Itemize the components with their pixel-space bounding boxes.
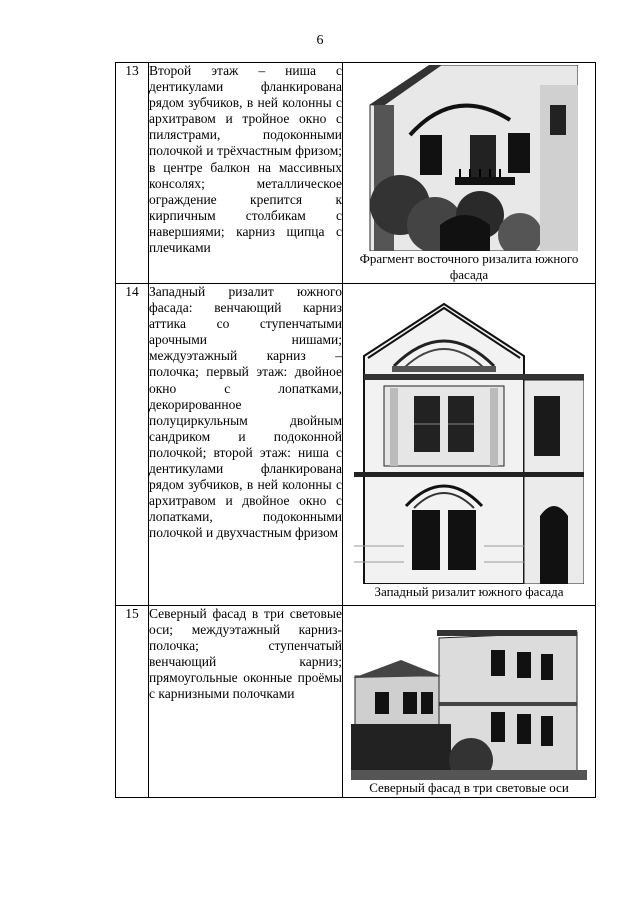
description-text: Западный ризалит южного фасада: венчающий карниз аттика со ступенчатыми арочными нишами; междуэтажный карниз – полочка; первый этаж: двойное окно с лопатками, декорированное полуциркульным двойным сандриком и подоконной полочкой; второй этаж: ниша с дентикулами фланкирована рядом зубчиков, в ней колонны с архитравом и двойное окно с лопатками, подоконными полочкой и двухчастным фризом <box>149 284 342 541</box>
page-number: 6 <box>316 33 324 48</box>
table-row <box>116 63 596 284</box>
photo-cell <box>343 606 596 798</box>
facade-photo <box>351 620 587 780</box>
monument-elements-table <box>115 62 596 798</box>
row-number: 14 <box>116 284 149 606</box>
description-text: Северный фасад в три световые оси; междуэтажный карниз-полочка; ступенчатый венчающий карниз; прямоугольные оконные проёмы с карнизными полочками <box>149 606 342 702</box>
row-number: 15 <box>116 606 149 798</box>
table-row <box>116 606 596 798</box>
table-row <box>116 284 596 606</box>
row-number: 13 <box>116 63 149 284</box>
photo-caption: Фрагмент восточного ризалита южного фасада <box>359 251 579 282</box>
photo-caption: Западный ризалит южного фасада <box>374 584 564 599</box>
facade-photo <box>360 65 578 251</box>
facade-photo <box>354 296 584 584</box>
element-description <box>149 63 343 284</box>
element-description <box>149 284 343 606</box>
description-text: Второй этаж – ниша с дентикулами фланкирована рядом зубчиков, в ней колонны с архитравом и тройное окно с пилястрами, подоконными полочкой и трёхчастным фризом; в центре балкон на массивных консолях; металлическое ограждение крепится к кирпичным столбикам с навершиями; карниз щипца с плечиками <box>149 63 342 256</box>
photo-cell <box>343 63 596 284</box>
photo-cell <box>343 284 596 606</box>
element-description <box>149 606 343 798</box>
photo-caption: Северный фасад в три световые оси <box>369 780 569 795</box>
